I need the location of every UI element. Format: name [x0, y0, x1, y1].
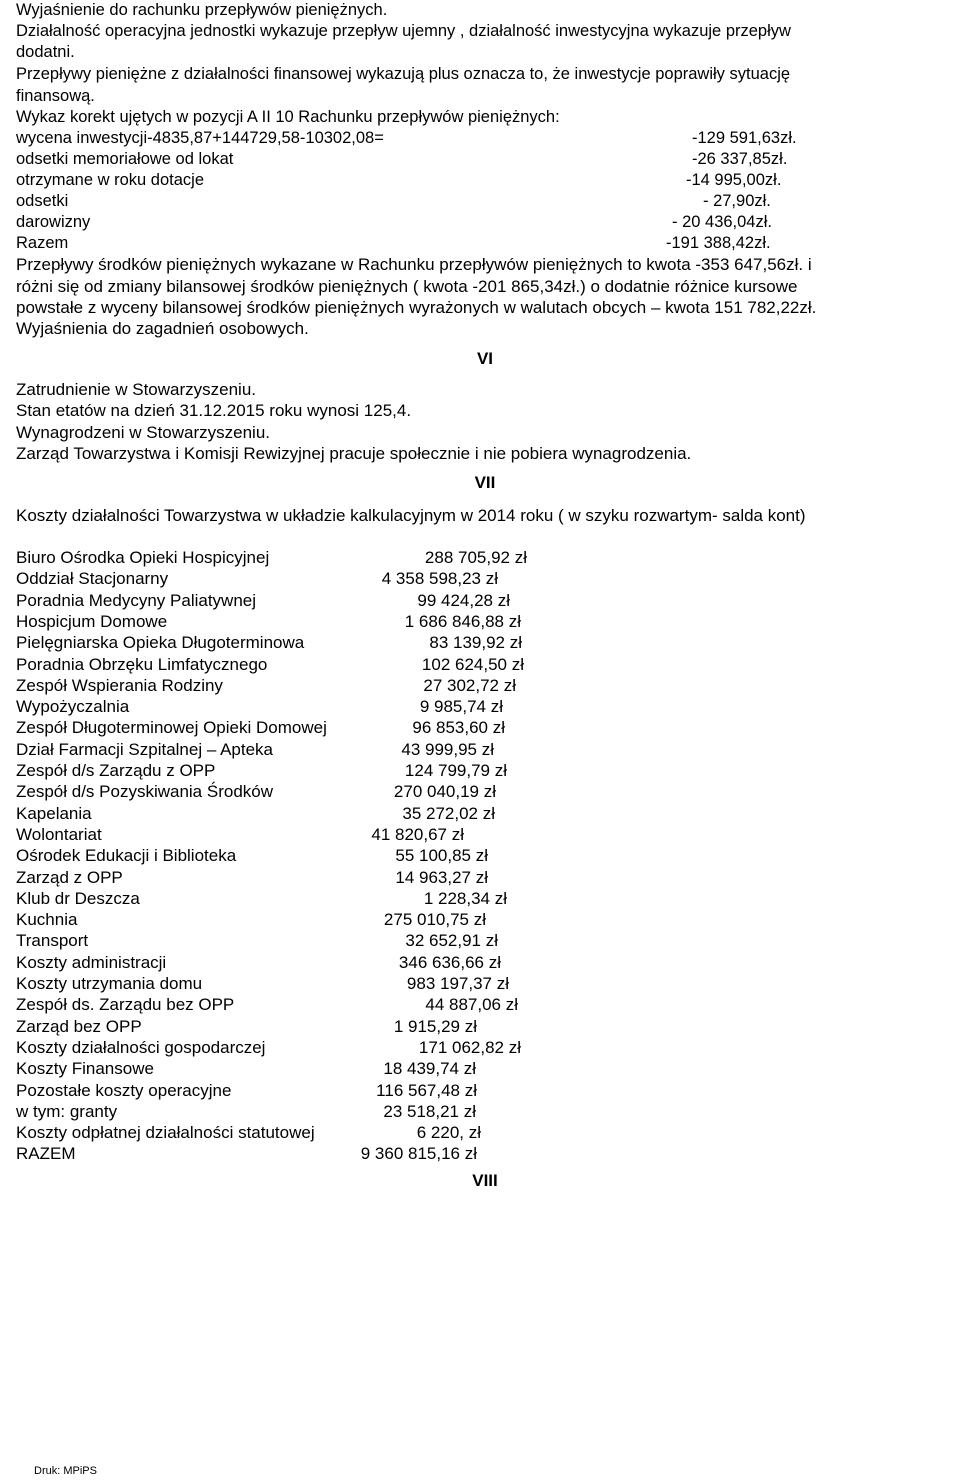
cost-amount: 288 705,92 zł	[424, 548, 527, 567]
cost-amount: 41 820,67 zł	[371, 824, 464, 844]
cost-label: Oddział Stacjonarny	[16, 569, 169, 589]
cost-label: Zespół Długoterminowej Opieki Domowej	[16, 718, 327, 738]
cost-label: Kapelania	[16, 803, 92, 823]
cost-row	[16, 1124, 576, 1144]
cost-amount: 23 518,21 zł	[383, 1101, 476, 1121]
cost-label: Ośrodek Edukacji i Biblioteka	[16, 846, 237, 866]
paragraph-line: Działalność operacyjna jednostki wykazuje przepływ ujemny , działalność inwestycyjna wykazuje przepływ	[16, 22, 791, 40]
cost-row	[16, 932, 576, 952]
paragraph-line: finansową.	[16, 87, 95, 105]
cost-label: Hospicjum Domowe	[16, 611, 168, 631]
section-vi-line: Zarząd Towarzystwa i Komisji Rewizyjnej pracuje społecznie i nie pobiera wynagrodzenia.	[16, 444, 692, 463]
cost-amount: 171 062,82 zł	[418, 1037, 521, 1057]
cost-amount: 116 567,48 zł	[376, 1080, 477, 1100]
section-vi-line: Stan etatów na dzień 31.12.2015 roku wynosi 125,4.	[16, 401, 412, 420]
cost-amount: 32 652,91 zł	[405, 931, 498, 951]
cost-amount: 44 887,06 zł	[425, 995, 518, 1015]
cost-amount: 99 424,28 zł	[417, 590, 510, 610]
print-footer: Druk: MPiPS	[34, 1465, 97, 1477]
cost-amount: 83 139,92 zł	[429, 633, 522, 653]
cost-amount: 96 853,60 zł	[412, 718, 505, 738]
cost-amount: 35 272,02 zł	[402, 803, 495, 823]
cost-label: Kuchnia	[16, 910, 78, 930]
cost-row	[16, 805, 576, 825]
paragraph-line: dodatni.	[16, 43, 75, 61]
cost-label: Poradnia Obrzęku Limfatycznego	[16, 654, 268, 674]
cost-label: Zespół d/s Zarządu z OPP	[16, 761, 216, 780]
cost-label: Transport	[16, 931, 89, 951]
cost-row	[16, 1103, 576, 1123]
cost-amount: 275 010,75 zł	[383, 910, 486, 930]
correction-label: darowizny	[16, 213, 91, 231]
cost-label: Zespół ds. Zarządu bez OPP	[16, 995, 235, 1015]
cost-label: Biuro Ośrodka Opieki Hospicyjnej	[16, 548, 270, 567]
cost-label: Zarząd z OPP	[16, 867, 123, 887]
correction-label: otrzymane w roku dotacje	[16, 171, 205, 189]
cost-amount: 1 228,34 zł	[423, 888, 507, 908]
correction-label: odsetki	[16, 192, 69, 210]
section-numeral-vii: VII	[474, 473, 496, 492]
cost-row	[16, 719, 576, 739]
cost-amount: 4 358 598,23 zł	[381, 569, 498, 589]
cost-row	[16, 1060, 576, 1080]
cost-row	[16, 911, 576, 931]
cost-label: Koszty administracji	[16, 952, 167, 972]
cost-row	[16, 869, 576, 889]
correction-label: Razem	[16, 234, 69, 252]
cost-row	[16, 613, 576, 633]
cost-label: Koszty Finansowe	[16, 1059, 154, 1079]
cost-label: Dział Farmacji Szpitalnej – Apteka	[16, 739, 274, 759]
correction-value: -191 388,42zł.	[666, 234, 771, 252]
cost-row	[16, 549, 576, 569]
cost-label: Koszty działalności gospodarczej	[16, 1037, 266, 1057]
section-numeral-viii: VIII	[472, 1171, 498, 1190]
summary-line: Wyjaśnienia do zagadnień osobowych.	[16, 319, 309, 338]
summary-line: Przepływy środków pieniężnych wykazane w Rachunku przepływów pieniężnych to kwota -353 647,56zł. i	[16, 255, 812, 274]
cost-amount: 102 624,50 zł	[421, 654, 524, 674]
corrections-heading: Wykaz korekt ujętych w pozycji A II 10 Rachunku przepływów pieniężnych:	[16, 108, 560, 126]
cost-label: Poradnia Medycyny Paliatywnej	[16, 590, 257, 610]
cost-amount: 55 100,85 zł	[395, 846, 488, 866]
cost-label: Zespół d/s Pozyskiwania Środków	[16, 782, 274, 802]
cost-amount: 9 360 815,16 zł	[360, 1144, 477, 1164]
paragraph-line: Przepływy pieniężne z działalności finansowej wykazują plus oznacza to, że inwestycje poprawiły sytuację	[16, 65, 791, 83]
cost-row	[16, 1145, 576, 1165]
cost-label: Zarząd bez OPP	[16, 1016, 142, 1036]
cost-row	[16, 1039, 576, 1059]
correction-value: -14 995,00zł.	[686, 171, 782, 189]
summary-line: powstałe z wyceny bilansowej środków pieniężnych wyrażonych w walutach obcych – kwota 151 782,22zł.	[16, 298, 817, 317]
cost-row	[16, 634, 576, 654]
cost-row	[16, 826, 576, 846]
cost-amount: 124 799,79 zł	[404, 761, 507, 780]
cost-row	[16, 677, 576, 697]
cost-label: Klub dr Deszcza	[16, 888, 140, 908]
cost-label: Zespół Wspierania Rodziny	[16, 675, 223, 695]
correction-value: -129 591,63zł.	[692, 129, 797, 147]
cost-row	[16, 656, 576, 676]
cost-amount: 6 220, zł	[416, 1123, 481, 1143]
section-vi-line: Wynagrodzeni w Stowarzyszeniu.	[16, 423, 271, 442]
correction-value: - 20 436,04zł.	[672, 213, 772, 231]
cost-row	[16, 762, 576, 782]
cost-label: RAZEM	[16, 1144, 76, 1164]
section-numeral-vi: VI	[476, 349, 494, 368]
correction-value: - 27,90zł.	[703, 192, 771, 210]
cost-row	[16, 570, 576, 590]
cost-row	[16, 1082, 576, 1102]
cost-row	[16, 783, 576, 803]
cost-label: w tym: granty	[16, 1101, 118, 1121]
cost-amount: 18 439,74 zł	[383, 1059, 476, 1079]
cost-amount: 270 040,19 zł	[393, 782, 496, 802]
heading: Wyjaśnienie do rachunku przepływów pieniężnych.	[16, 1, 388, 19]
cost-label: Wolontariat	[16, 824, 102, 844]
cost-label: Pozostałe koszty operacyjne	[16, 1080, 232, 1100]
cost-row	[16, 954, 576, 974]
section-vi-line: Zatrudnienie w Stowarzyszeniu.	[16, 380, 257, 399]
cost-amount: 14 963,27 zł	[395, 867, 488, 887]
cost-amount: 27 302,72 zł	[423, 675, 516, 695]
cost-label: Koszty utrzymania domu	[16, 974, 203, 993]
cost-label: Pielęgniarska Opieka Długoterminowa	[16, 633, 305, 653]
correction-label: odsetki memoriałowe od lokat	[16, 150, 234, 168]
correction-label: wycena inwestycji-4835,87+144729,58-10302,08=	[16, 129, 384, 147]
cost-amount: 346 636,66 zł	[398, 952, 501, 972]
cost-row	[16, 890, 576, 910]
cost-amount: 43 999,95 zł	[401, 739, 494, 759]
cost-row	[16, 996, 576, 1016]
cost-amount: 9 985,74 zł	[419, 697, 503, 717]
cost-row	[16, 975, 576, 995]
cost-row	[16, 592, 576, 612]
cost-label: Wypożyczalnia	[16, 697, 130, 717]
cost-row	[16, 847, 576, 867]
cost-amount: 1 915,29 zł	[393, 1016, 477, 1036]
correction-value: -26 337,85zł.	[692, 150, 788, 168]
cost-row	[16, 698, 576, 718]
costs-intro: Koszty działalności Towarzystwa w układzie kalkulacyjnym w 2014 roku ( w szyku rozwartym- salda kont)	[16, 506, 806, 525]
cost-row	[16, 1018, 576, 1038]
summary-line: różni się od zmiany bilansowej środków pieniężnych ( kwota -201 865,34zł.) o dodatnie różnice kursowe	[16, 277, 798, 296]
cost-amount: 983 197,37 zł	[406, 974, 509, 993]
cost-label: Koszty odpłatnej działalności statutowej	[16, 1123, 315, 1143]
cost-amount: 1 686 846,88 zł	[404, 611, 521, 631]
cost-row	[16, 741, 576, 761]
